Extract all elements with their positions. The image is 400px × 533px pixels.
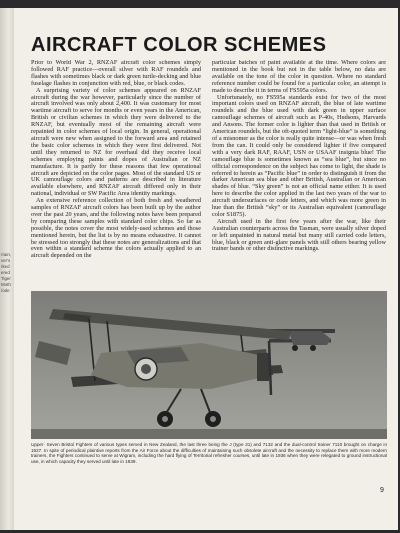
body-paragraph: particular batches of paint available at the time. Where colors are mentioned in the book but not in the table below, no data are available on the tone of the color in question. Where no standard reference number could be found for a particular color, an attempt is made to describe it in terms of FS595a colors. xyxy=(212,60,386,94)
caption-text: · Seven Bristol Fighters of various types served in New Zealand, the last three being the J (type 31) and 7132 and the dual-control trainer 7110 brought on charge in 1927. In spite of periodical plaintive reports from the Air Force about the difficulties of maintaining such obsolete aircraft and the necessity to replace them with more modern trainers, the Fighters continued to serve at Wigram, including the hard flying of Territorial refresher courses, until late in 1936 when they were relegated to ground instructional use, in which capacity they served until late in 1939. xyxy=(31,442,387,464)
book-page xyxy=(14,8,398,530)
biplane-photo-illustration xyxy=(31,291,387,439)
gutter-fragment: Moth xyxy=(1,282,11,287)
book-gutter xyxy=(0,8,14,530)
gutter-fragment: Tiger xyxy=(1,276,11,281)
gutter-fragment: ered xyxy=(1,270,10,275)
caption-lead: Upper xyxy=(31,442,44,447)
body-paragraph: Unfortunately, no FS595a standards exist for two of the most important colors used on RNZAF aircraft, the blue of late wartime roundels and the blue used with dark green in upper surface camouflage schemes of aircraft such as P-40s, Hudsons, Harvards and Ansons. The former color is lighter than that used in British or American roundels, but the oft-quoted term “light-blue” is something of a misnomer as the color is really quite intense—or was when fresh from the can. It could only be considered lighter if five compared with a very dark RAF, RAAF, USN or USAAF insignia blue! The camouflage blue is sometimes known as “sea blue”, but since no official correspondence on the subject has come to light, the shade is referred to herein as “Pacific blue” in order to distinguish it from the darker American sea blue and other British, Australian or American shades of blue. “Sky green” is not an official name either. It is used here to describe the color applied in the last two years of the war to aircraft undersurfaces or code letters, and which was more green in hue than the British “sky” or its Australian equivalent (camouflage color S1875). xyxy=(212,93,386,218)
left-column xyxy=(31,60,201,286)
gutter-fragment: rked xyxy=(1,264,10,269)
body-paragraph: An extensive reference collection of both fresh and weathered samples of RNZAF aircraft colors has been built up by the author over the past 20 years, and the following notes have been prepared by comparing these samples with standard color chips. So far as possible, the notes cover the most widely-used schemes and those mentioned herein, but the list is by no means exhaustive. It cannot be stressed too strongly that these notes are generalizations and that even within a standard scheme the colors actually applied to an aircraft depended on the xyxy=(31,197,201,260)
right-column xyxy=(212,60,386,286)
page-number: 9 xyxy=(380,487,384,494)
gutter-fragment: ver's xyxy=(1,258,11,263)
biplane-photo xyxy=(31,291,387,439)
body-paragraph: Prior to World War 2, RNZAF aircraft color schemes simply followed RAF practice—overall silver with RAF roundels and flashes with sometimes black or dark green turtle-decking and blue fuselage flashes in conjunction with red, blue, or black codes. xyxy=(31,60,201,87)
gutter-fragment: /ode xyxy=(1,288,10,293)
page-title: AIRCRAFT COLOR SCHEMES xyxy=(31,34,327,56)
photo-caption xyxy=(31,442,387,464)
body-paragraph: Aircraft used in the first few years after the war, like their Australian counterparts across the Tasman, were usually silver doped or left unpainted in natural metal but many still carried code letters, blue, black or green anti-glare panels with still others bearing yellow trainer bands or other distinctive markings. xyxy=(212,217,386,253)
gutter-fragment: rrain, xyxy=(1,252,12,257)
body-paragraph: A surprising variety of color schemes appeared on RNZAF aircraft during the war however, particularly since the number of aircraft involved was only about 2,400. It was customary for most wartime aircraft to serve for months or even years in the American, British or civilian schemes in which they were delivered to the RNZAF, but eventually most of the remaining aircraft were repainted in color schemes of local origin. In general, operational aircraft were new when assigned to the forward area and retained the basic color schemes in which they were first delivered. Not until they returned to NZ for overhaul did they receive local schemes employing paints and dopes of Australian or NZ manufacture. It is partly for these reasons that few operational aircraft are depicted on the color pages. Most of the standard US or UK camouflage colors and patterns are described in literature available elsewhere, and RNZAF aircraft differed only in their national, individual or SW Pacific Area identity markings. xyxy=(31,86,201,198)
